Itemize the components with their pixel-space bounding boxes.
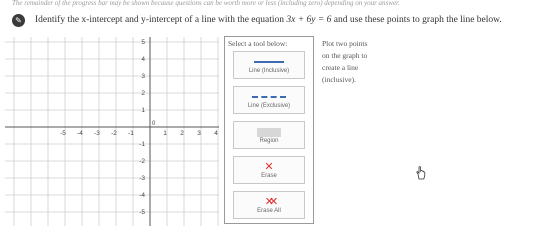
pencil-icon: ✎ xyxy=(12,14,25,27)
region-tool[interactable] xyxy=(233,121,305,149)
question-prefix: Identify the x-intercept and y-intercept of a line with the equation xyxy=(35,15,287,25)
tool-label: Erase xyxy=(261,173,277,179)
x-tick-label: 4 xyxy=(214,130,218,137)
erase-all-icon: ✕✕ xyxy=(264,195,274,208)
line-inclusive-tool[interactable] xyxy=(233,51,305,79)
y-tick-label: -2 xyxy=(139,158,145,165)
x-tick-label: 2 xyxy=(180,130,184,137)
erase-x-icon: ✕ xyxy=(264,160,274,173)
erase-tool[interactable] xyxy=(233,156,305,184)
y-tick-label: -3 xyxy=(139,175,145,182)
tool-instructions xyxy=(322,38,382,86)
x-tick-label: 3 xyxy=(197,130,201,137)
origin-label: 0 xyxy=(152,121,156,127)
erase-all-tool[interactable] xyxy=(233,191,305,219)
question-suffix: and use these points to graph the line below. xyxy=(331,15,502,25)
y-tick-label: -4 xyxy=(139,192,145,199)
tool-label: Region xyxy=(259,138,279,144)
x-tick-label: -5 xyxy=(60,130,66,137)
question-row xyxy=(12,12,502,28)
hand-cursor-icon xyxy=(415,166,427,180)
progress-notice: The remainder of the progress bar may be shown because questions can be worth more or less (including zero) depending on your answer. xyxy=(12,0,400,7)
x-tick-label: 1 xyxy=(163,130,167,137)
x-tick-label: -4 xyxy=(77,130,83,137)
solid-line-icon xyxy=(254,61,284,63)
tool-label: Line (Inclusive) xyxy=(248,68,290,74)
instruction-line: (inclusive). xyxy=(322,75,356,84)
tool-label: Erase All xyxy=(257,208,281,214)
x-tick-label: -1 xyxy=(128,130,134,137)
instruction-line: Plot two points xyxy=(322,39,368,48)
y-tick-label: 4 xyxy=(141,56,145,63)
tool-label: Line (Exclusive) xyxy=(247,103,291,109)
instruction-line: on the graph to xyxy=(322,51,368,60)
x-tick-label: -3 xyxy=(94,130,100,137)
y-tick-label: 1 xyxy=(141,107,145,114)
x-tick-label: -2 xyxy=(111,130,117,137)
y-tick-label: -5 xyxy=(139,209,145,216)
tool-panel xyxy=(224,36,314,224)
line-exclusive-tool[interactable] xyxy=(233,86,305,114)
instruction-line: create a line xyxy=(322,63,359,72)
y-tick-label: 5 xyxy=(141,39,145,46)
question-equation: 3x + 6y = 6 xyxy=(286,15,332,25)
y-tick-label: 2 xyxy=(141,90,145,97)
y-tick-label: 3 xyxy=(141,73,145,80)
y-tick-label: -1 xyxy=(139,141,145,148)
coordinate-graph[interactable] xyxy=(0,36,220,228)
region-icon xyxy=(257,128,281,137)
tool-panel-title: Select a tool below: xyxy=(228,39,288,48)
question-text xyxy=(35,15,502,25)
dashed-line-icon xyxy=(252,96,286,98)
